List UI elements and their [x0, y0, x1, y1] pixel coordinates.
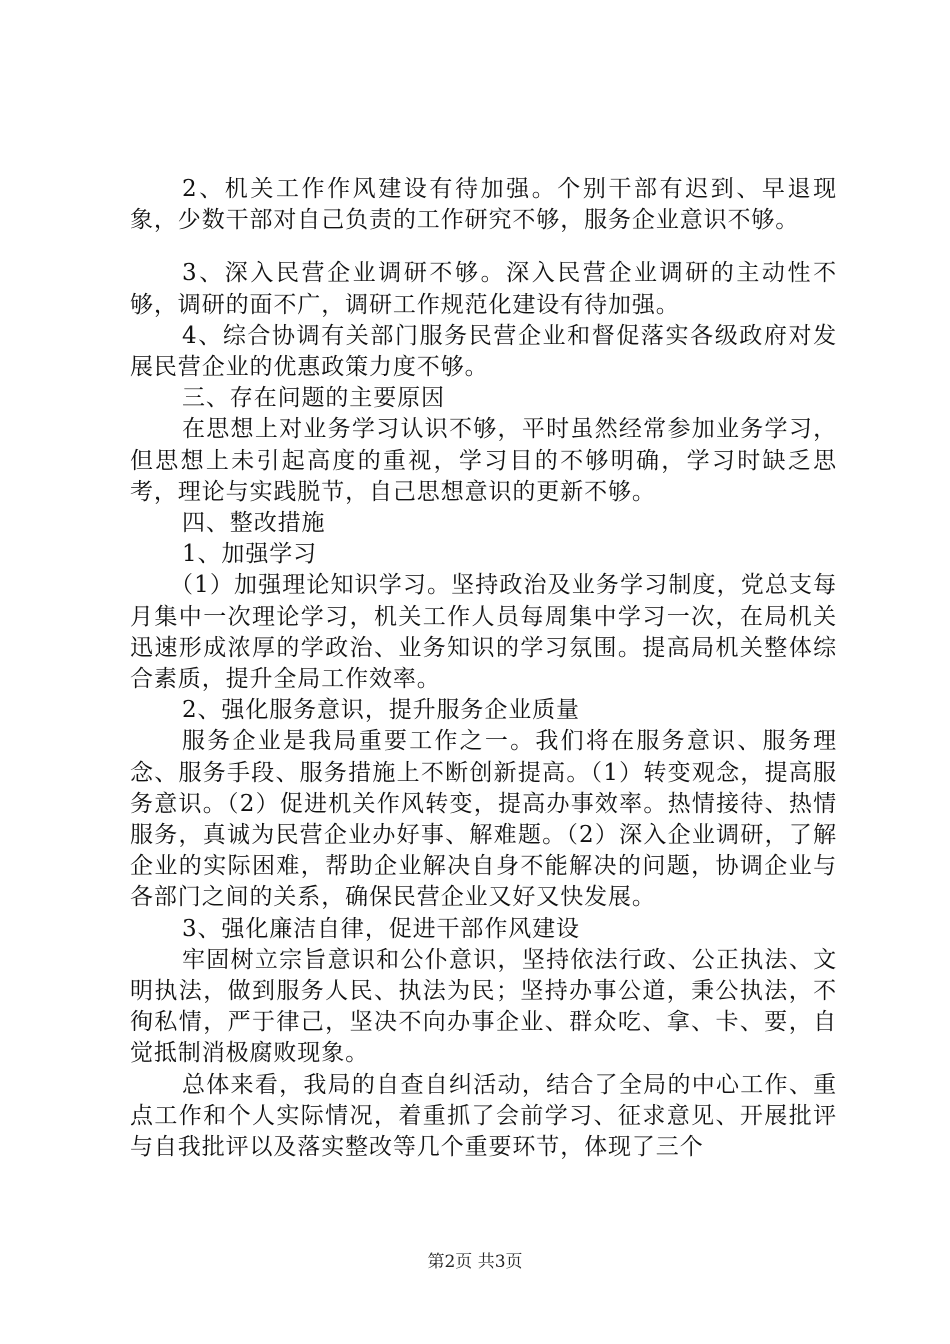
page-number: 第2页 — [427, 1252, 473, 1272]
page-footer — [0, 1247, 950, 1272]
heading-main-causes: 三、存在问题的主要原因 — [182, 385, 445, 412]
heading-service-awareness: 2、强化服务意识，提升服务企业质量 — [182, 697, 580, 724]
heading-strengthen-study: 1、加强学习 — [182, 541, 318, 568]
paragraph-causes: 在思想上对业务学习认识不够，平时虽然经常参加业务学习，但思想上未引起高度的重视，学习目的不够明确，学习时缺乏思考，理论与实践脱节，自己思想意识的更新不够。 — [130, 416, 837, 505]
paragraph-summary: 总体来看，我局的自查自纠活动，结合了全局的中心工作、重点工作和个人实际情况，着重抓了会前学习、征求意见、开展批评与自我批评以及落实整改等几个重要环节，体现了三个 — [130, 1071, 837, 1161]
paragraph-enterprise-research: 3、深入民营企业调研不够。深入民营企业调研的主动性不够，调研的面不广，调研工作规范化建设有待加强。 — [130, 260, 837, 318]
page-total: 共3页 — [477, 1252, 523, 1272]
paragraph-integrity: 牢固树立宗旨意识和公仆意识，坚持依法行政、公正执法、文明执法，做到服务人民、执法为民；坚持办事公道，秉公执法，不徇私情，严于律己，坚决不向办事企业、群众吃、拿、卡、要，自觉抵制消极腐败现象。 — [130, 946, 837, 1067]
heading-integrity: 3、强化廉洁自律，促进干部作风建设 — [182, 915, 580, 942]
paragraph-work-style: 2、机关工作作风建设有待加强。个别干部有迟到、早退现象，少数干部对自己负责的工作研究不够，服务企业意识不够。 — [130, 176, 837, 234]
heading-rectification: 四、整改措施 — [182, 510, 326, 537]
paragraph-coordination: 4、综合协调有关部门服务民营企业和督促落实各级政府对发展民营企业的优惠政策力度不够。 — [130, 322, 837, 381]
paragraph-service: 服务企业是我局重要工作之一。我们将在服务意识、服务理念、服务手段、服务措施上不断创新提高。（1）转变观念，提高服务意识。（2）促进机关作风转变，提高办事效率。热情接待、热情服务，真诚为民营企业办好事、解难题。（2）深入企业调研，了解企业的实际困难，帮助企业解决自身不能解决的问题，协调企业与各部门之间的关系，确保民营企业又好又快发展。 — [130, 728, 837, 911]
paragraph-theory-study: （1）加强理论知识学习。坚持政治及业务学习制度，党总支每月集中一次理论学习，机关工作人员每周集中学习一次，在局机关迅速形成浓厚的学政治、业务知识的学习氛围。提高局机关整体综合素质，提升全局工作效率。 — [130, 572, 837, 693]
document-body — [130, 174, 837, 1163]
